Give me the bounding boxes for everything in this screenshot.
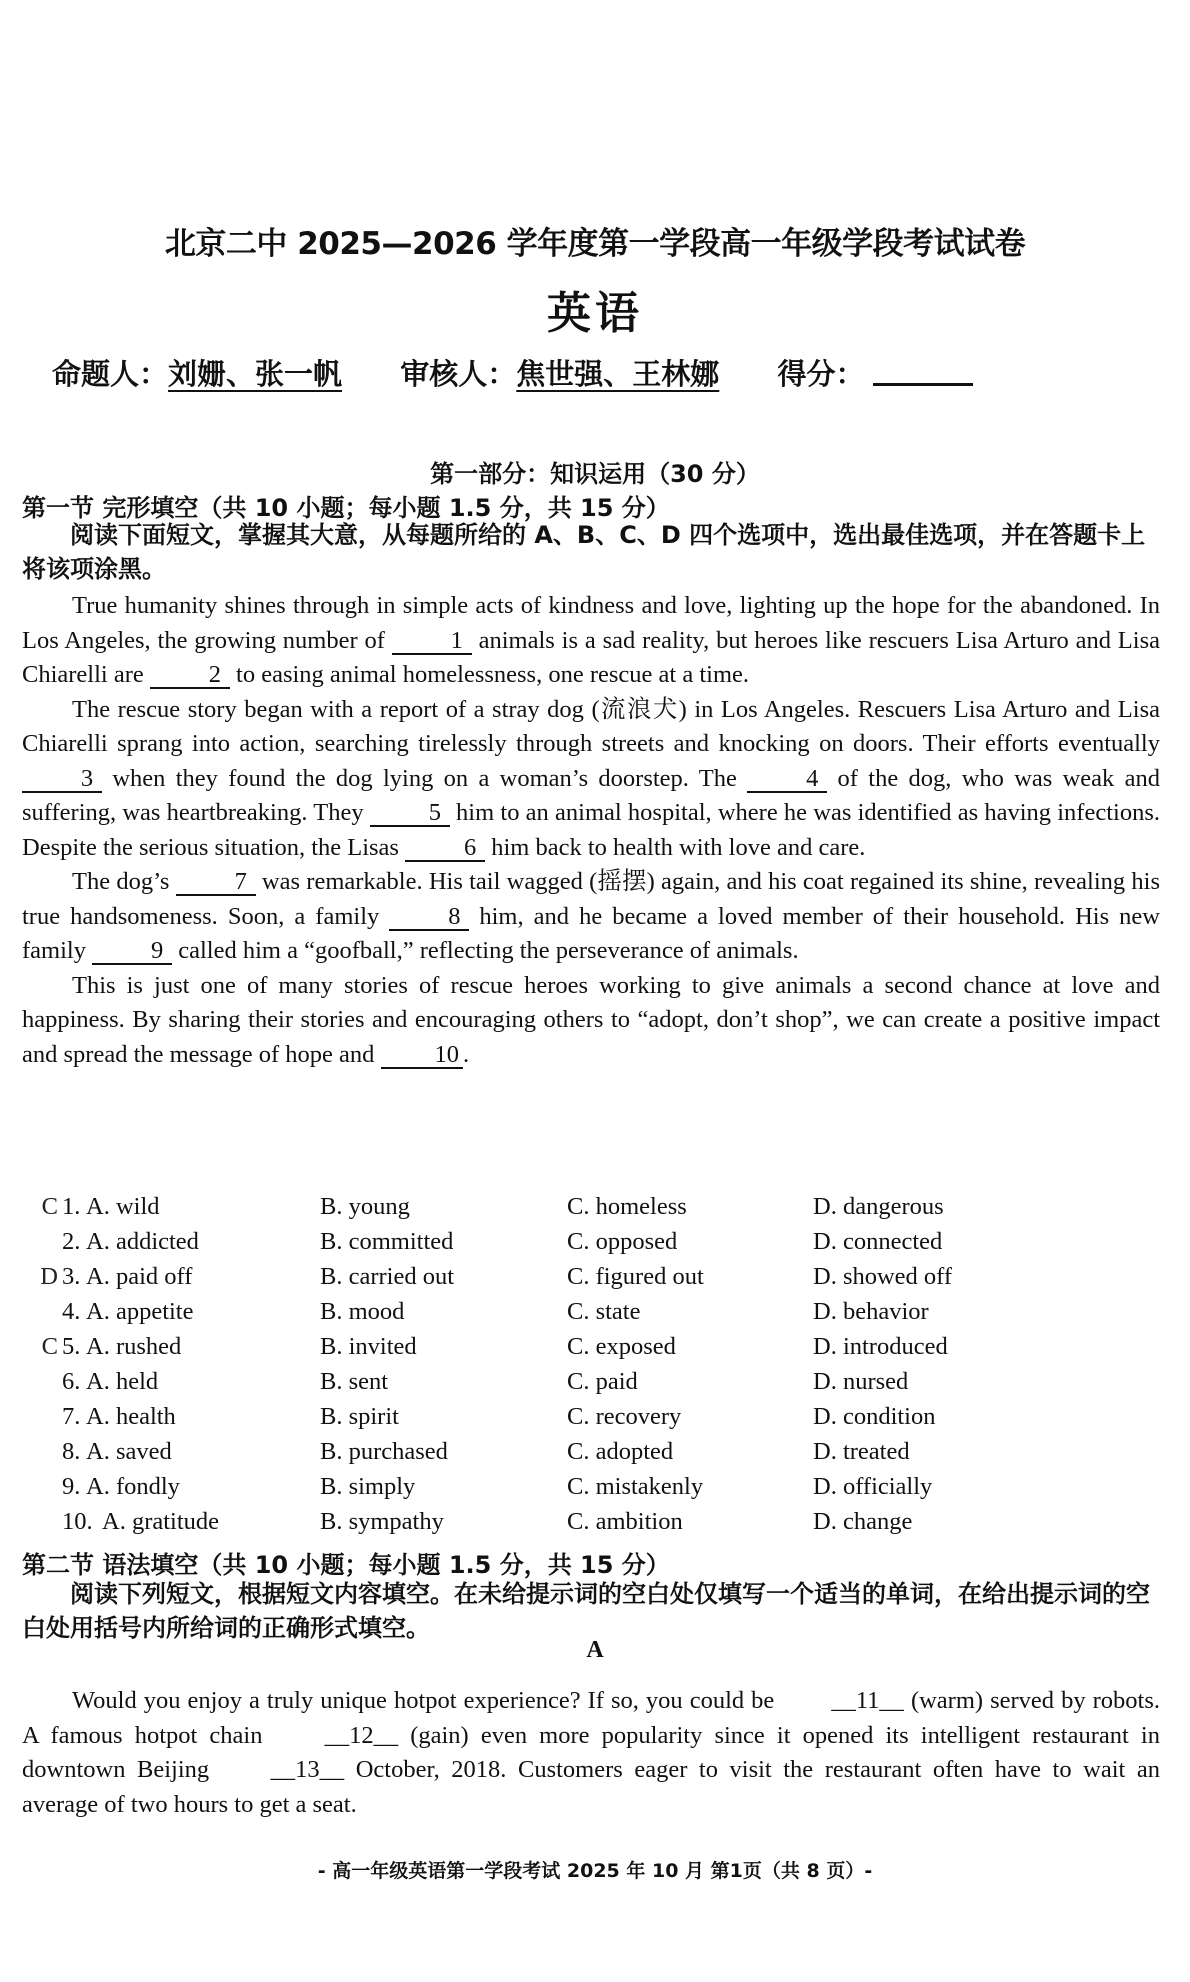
- option-c: C. mistakenly: [567, 1473, 704, 1500]
- passage-text: him, and he became a loved member of their household. His new family: [22, 902, 1160, 964]
- reviewers-names: 焦世强、王林娜: [516, 357, 720, 391]
- passage-text: October, 2018. Customers eager to visit the restaurant often have to wait an average of two hours to get a seat.: [22, 1756, 1160, 1818]
- option-d: D. connected: [813, 1228, 943, 1255]
- handwritten-mark: D: [40, 1263, 58, 1290]
- question-row: [30, 1193, 1150, 1227]
- reviewer-label: 审核人：: [400, 357, 517, 391]
- option-b: B. sympathy: [320, 1508, 444, 1535]
- passage-text: (gain) even more popularity since it opened its intelligent restaurant in downtown Beijing: [22, 1721, 1160, 1783]
- question-number: 3.: [62, 1263, 81, 1290]
- blank-7: 7: [176, 870, 256, 896]
- blank-6: 6: [405, 836, 485, 862]
- option-d: D. dangerous: [813, 1193, 944, 1220]
- subject-title: 英语: [547, 288, 643, 339]
- option-b: B. young: [320, 1193, 410, 1220]
- section2-instruction: 阅读下列短文，根据短文内容填空。在未给提示词的空白处仅填写一个适当的单词，在给出提示词的空白处用括号内所给词的正确形式填空。: [22, 1580, 1150, 1642]
- option-d: D. condition: [813, 1403, 936, 1430]
- question-row: [30, 1263, 1150, 1297]
- blank-13: __13__: [270, 1756, 345, 1783]
- passage-text: called him a “goofball,” reflecting the perseverance of animals.: [172, 937, 799, 964]
- section1-title: 第一节 完形填空（共 10 小题；每小题 1.5 分，共 15 分）: [22, 494, 670, 522]
- blank-8: 8: [389, 905, 469, 931]
- passage-text: him back to health with love and care.: [485, 833, 866, 861]
- passage-a-label: A: [586, 1637, 604, 1663]
- question-number: 10.: [62, 1508, 93, 1535]
- option-d: D. nursed: [813, 1368, 909, 1395]
- blank-9: 9: [92, 939, 172, 965]
- question-number: 4.: [62, 1298, 81, 1325]
- passage-text: was remarkable. His tail wagged (摇摆) again, and his coat regained its shine, revealing his true handsomeness. Soon, a family: [22, 868, 1161, 930]
- question-row: [30, 1473, 1150, 1507]
- question-row: [30, 1438, 1150, 1472]
- option-c: C. ambition: [567, 1508, 683, 1535]
- option-c: C. opposed: [567, 1228, 678, 1255]
- question-number: 7.: [62, 1403, 81, 1430]
- option-c: C. adopted: [567, 1438, 674, 1465]
- passage-text: The rescue story began with a report of a stray dog (流浪犬) in Los Angeles. Rescuers Lisa Arturo and Lisa Chiarelli sprang into action, searching tirelessly through streets and knocking on doors. Their efforts eventually: [22, 695, 1160, 757]
- blank-5: 5: [370, 801, 450, 827]
- option-b: B. carried out: [320, 1263, 455, 1290]
- passage-paragraph: [22, 1684, 1160, 1822]
- passage-text: The dog’s: [72, 868, 176, 895]
- blank-11: __11__: [831, 1687, 904, 1714]
- setters-names: 刘姗、张一帆: [168, 357, 343, 391]
- blank-3: 3: [22, 767, 102, 793]
- option-d: D. showed off: [813, 1263, 953, 1290]
- option-a: A. gratitude: [102, 1508, 220, 1535]
- option-d: D. introduced: [813, 1333, 948, 1360]
- passage-text: .: [463, 1040, 470, 1068]
- handwritten-mark: C: [41, 1333, 58, 1360]
- grammar-passage: [22, 1684, 1160, 1822]
- question-row: [30, 1403, 1150, 1437]
- option-a: A. rushed: [86, 1333, 182, 1360]
- option-c: C. paid: [567, 1368, 638, 1395]
- option-c: C. state: [567, 1298, 641, 1325]
- option-d: D. officially: [813, 1473, 933, 1500]
- option-a: A. wild: [86, 1193, 160, 1220]
- option-b: B. sent: [320, 1368, 389, 1395]
- blank-2: 2: [150, 663, 230, 689]
- blank-4: 4: [747, 767, 827, 793]
- part-title: 第一部分：知识运用（30 分）: [430, 460, 760, 488]
- staff-line: [52, 352, 973, 393]
- score-label: 得分：: [777, 357, 865, 391]
- option-d: D. treated: [813, 1438, 910, 1465]
- section2-title: 第二节 语法填空（共 10 小题；每小题 1.5 分，共 15 分）: [22, 1551, 670, 1579]
- question-number: 5.: [62, 1333, 81, 1360]
- passage-paragraph: [22, 589, 1160, 693]
- option-b: B. purchased: [320, 1438, 448, 1465]
- passage-text: to easing animal homelessness, one rescue at a time.: [229, 661, 749, 688]
- question-row: [30, 1298, 1150, 1332]
- option-b: B. mood: [320, 1298, 405, 1325]
- question-row: [30, 1228, 1150, 1262]
- option-d: D. behavior: [813, 1298, 929, 1325]
- option-c: C. homeless: [567, 1193, 687, 1220]
- option-a: A. saved: [86, 1438, 172, 1465]
- passage-text: (warm) served by robots. A famous hotpot chain: [22, 1687, 1160, 1749]
- passage-text: when they found the dog lying on a woman’s doorstep. The: [102, 764, 748, 792]
- blank-1: 1: [392, 629, 472, 655]
- question-row: [30, 1368, 1150, 1402]
- option-c: C. exposed: [567, 1333, 676, 1360]
- passage-paragraph: [22, 693, 1160, 866]
- blank-10: 10: [381, 1043, 464, 1069]
- exam-title: 北京二中 2025—2026 学年度第一学段高一年级学段考试试卷: [164, 226, 1026, 262]
- score-blank: [873, 383, 973, 386]
- passage-text: Would you enjoy a truly unique hotpot experience? If so, you could be: [72, 1687, 782, 1714]
- option-a: A. health: [86, 1403, 176, 1430]
- passage-text: True humanity shines through in simple acts of kindness and love, lighting up the hope for the abandoned. In Los Angeles, the growing number of: [22, 592, 1160, 654]
- section1-instruction: 阅读下面短文，掌握其大意，从每题所给的 A、B、C、D 四个选项中，选出最佳选项，并在答题卡上将该项涂黑。: [22, 521, 1146, 583]
- handwritten-mark: C: [41, 1193, 58, 1220]
- passage-paragraph: [22, 969, 1160, 1073]
- option-b: B. invited: [320, 1333, 417, 1360]
- option-a: A. paid off: [86, 1263, 193, 1290]
- page-footer: - 高一年级英语第一学段考试 2025 年 10 月 第1页（共 8 页）-: [317, 1860, 873, 1882]
- option-b: B. committed: [320, 1228, 454, 1255]
- option-c: C. recovery: [567, 1403, 682, 1430]
- blank-12: __12__: [324, 1721, 399, 1749]
- option-a: A. fondly: [86, 1473, 180, 1500]
- question-row: [30, 1333, 1150, 1367]
- question-number: 6.: [62, 1368, 81, 1395]
- passage-text: animals is a sad reality, but heroes like rescuers Lisa Arturo and Lisa Chiarelli are: [22, 626, 1160, 688]
- option-d: D. change: [813, 1508, 913, 1535]
- question-number: 1.: [62, 1193, 81, 1220]
- cloze-passage: [22, 589, 1160, 1072]
- option-a: A. held: [86, 1368, 159, 1395]
- setter-label: 命题人：: [52, 357, 169, 391]
- question-number: 8.: [62, 1438, 81, 1465]
- passage-paragraph: [22, 865, 1160, 969]
- option-c: C. figured out: [567, 1263, 704, 1290]
- option-a: A. addicted: [86, 1228, 199, 1255]
- question-row: [30, 1508, 1150, 1542]
- passage-text: him to an animal hospital, where he was identified as having infections. Despite the serious situation, the Lisas: [22, 799, 1160, 861]
- option-a: A. appetite: [86, 1298, 194, 1325]
- passage-text: This is just one of many stories of rescue heroes working to give animals a second chance at love and happiness. By sharing their stories and encouraging others to “adopt, don’t shop”, we can create a positive impact and spread the message of hope and: [22, 971, 1160, 1068]
- option-b: B. simply: [320, 1473, 416, 1500]
- question-number: 2.: [62, 1228, 81, 1255]
- passage-text: of the dog, who was weak and suffering, was heartbreaking. They: [22, 764, 1160, 826]
- option-b: B. spirit: [320, 1403, 399, 1430]
- question-number: 9.: [62, 1473, 81, 1500]
